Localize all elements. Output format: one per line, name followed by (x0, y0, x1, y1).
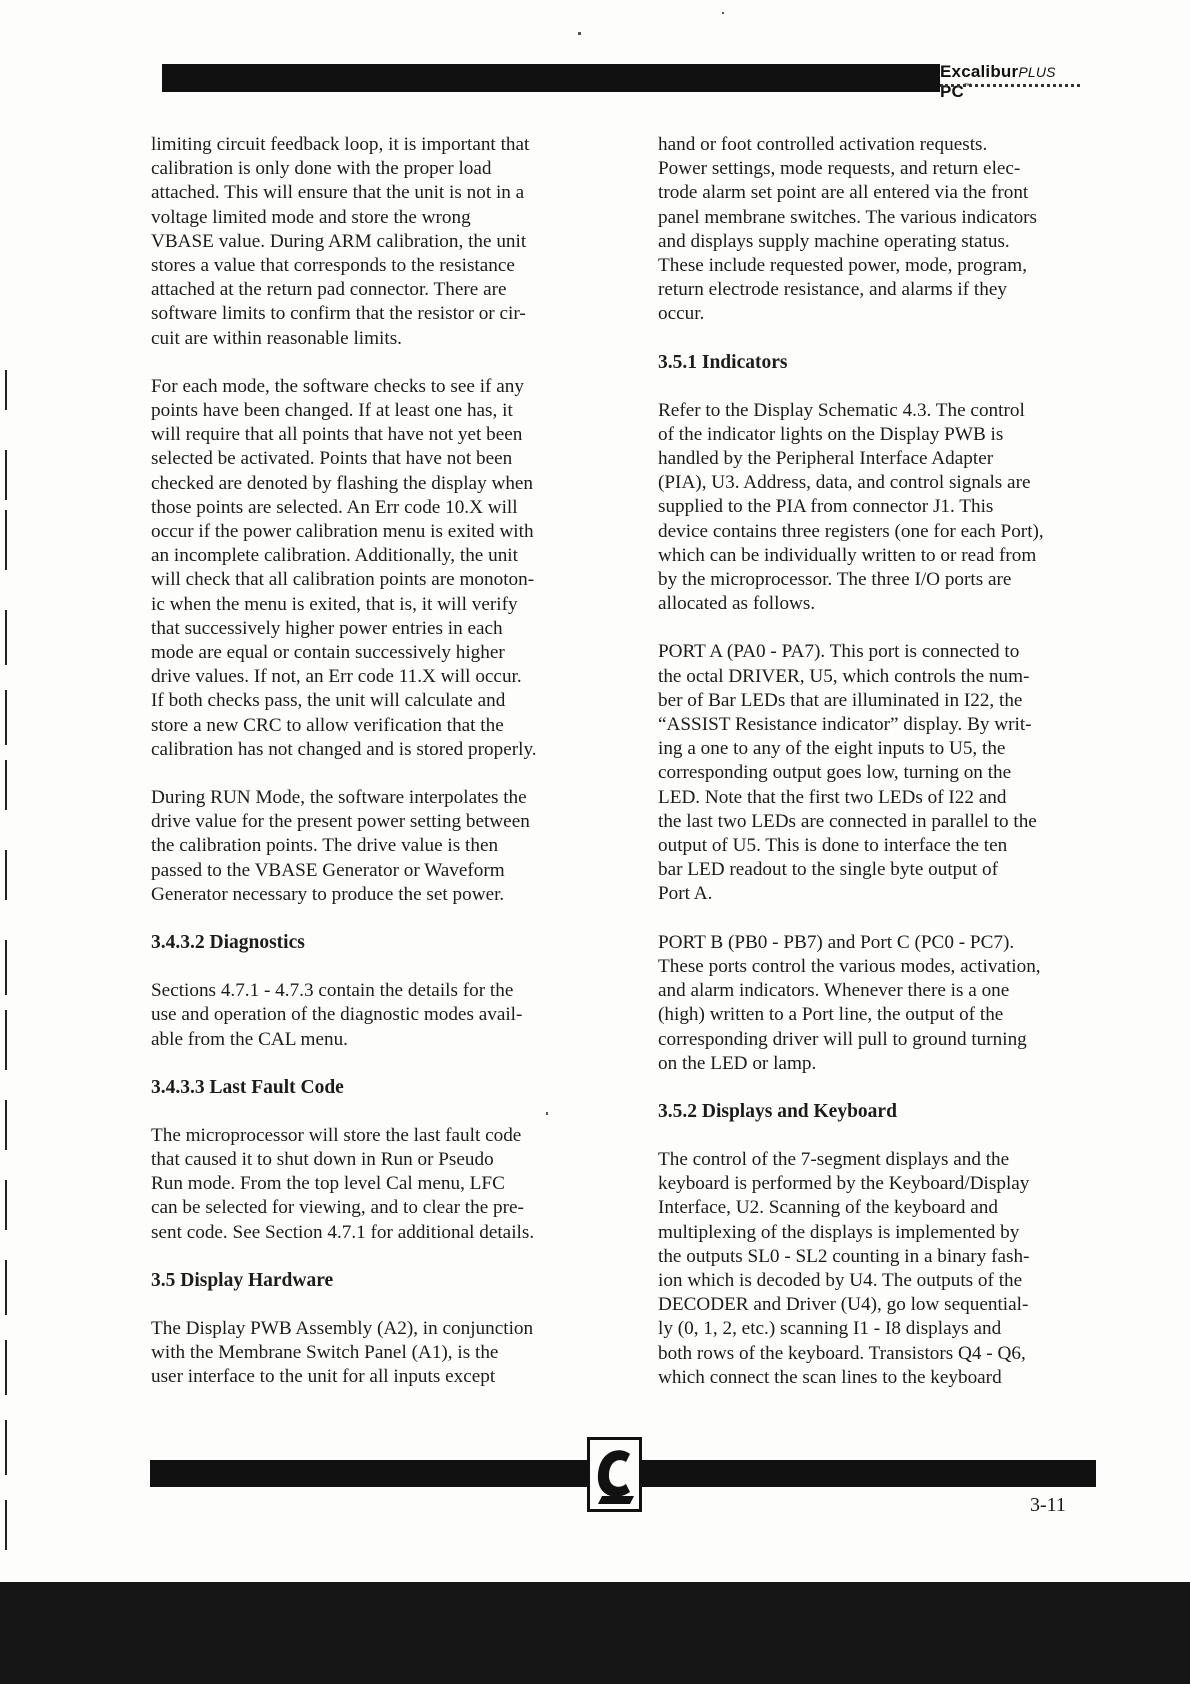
body-paragraph: During RUN Mode, the software interpolates the drive value for the present power setting between the calibration points. The drive value is then passed to the VBASE Generator or Waveform Generator necessary to produce the set power. (151, 787, 530, 905)
binding-mark (5, 370, 7, 410)
binding-mark (5, 760, 7, 810)
body-paragraph: The microprocessor will store the last fault code that caused it to shut down in Run or Pseudo Run mode. From the top level Cal menu, LFC can be selected for viewing, and to clear the pre- sent code. See Section 4.7.1 for additional details. (151, 1124, 535, 1243)
body-paragraph: hand or foot controlled activation requests. Power settings, mode requests, and return elec- trode alarm set point are all entered via the front panel membrane switches. The various indicators and displays supply machine operating status. These include requested power, mode, program, return electrode resistance, and alarms if they occur. (658, 134, 1038, 325)
binding-mark (5, 450, 7, 500)
binding-mark (5, 1180, 7, 1230)
section-heading: 3.4.3.3 Last Fault Code (151, 1076, 344, 1098)
brand-plus: PLUS (1018, 64, 1056, 80)
footer-bar-left (150, 1460, 587, 1487)
binding-mark (5, 690, 7, 745)
section-heading: 3.4.3.2 Diagnostics (151, 932, 305, 954)
binding-mark (5, 1010, 7, 1070)
body-paragraph: The Display PWB Assembly (A2), in conjunction with the Membrane Switch Panel (A1), is the user interface to the unit for all inputs except (151, 1317, 534, 1388)
body-paragraph: For each mode, the software checks to see if any points have been changed. If at least one has, it will require that all points that have not yet been selected be activated. Points that have not been checked are denoted by flashing the display when those points are selected. An Err code 10.X will occur if the power calibration menu is exited with an incomplete calibration. Additionally, the unit will check that all calibration points are monoton- ic when the menu is exited, that is, it will verify that successively higher power entries in each mode are equal or contain successively higher drive values. If not, an Err code 11.X will occur. If both checks pass, the unit will calculate and store a new CRC to allow verification that the calibration has not changed and is stored properly. (151, 375, 537, 760)
binding-mark (5, 1100, 7, 1150)
binding-mark (5, 1260, 7, 1315)
left-column (151, 133, 591, 1413)
brand-pc: PC (940, 82, 965, 101)
binding-mark (5, 610, 7, 665)
binding-mark (5, 850, 7, 900)
binding-mark (5, 1340, 7, 1395)
brand-underline (940, 84, 1080, 92)
body-paragraph: PORT B (PB0 - PB7) and Port C (PC0 - PC7). These ports control the various modes, activation, and alarm indicators. Whenever there is a one (high) written to a Port line, the output of the corresponding driver will pull to ground turning on the LED or lamp. (658, 931, 1041, 1074)
brand-logo (940, 62, 1090, 101)
body-paragraph: PORT A (PA0 - PA7). This port is connected to the octal DRIVER, U5, which controls the num- ber of Bar LEDs that are illuminated in I22, the “ASSIST Resistance indicator” display. By writ- ing a one to any of the eight inputs to U5, the corresponding output goes low, turning on the LED. Note that the first two LEDs of I22 and the last two LEDs are connected in parallel to the output of U5. This is done to interface the ten bar LED readout to the single byte output of Port A. (658, 641, 1037, 905)
footer-bar-right (642, 1460, 1096, 1487)
body-paragraph: Sections 4.7.1 - 4.7.3 contain the details for the use and operation of the diagnostic modes avail- able from the CAL menu. (151, 980, 523, 1050)
binding-mark (5, 510, 7, 570)
scan-speck (578, 32, 581, 35)
scan-bottom-band (0, 1582, 1190, 1684)
brand-tm: ™ (964, 82, 973, 91)
section-heading: 3.5.2 Displays and Keyboard (658, 1100, 897, 1122)
section-heading: 3.5 Display Hardware (151, 1269, 334, 1291)
brand-name: Excalibur (940, 62, 1019, 81)
header-bar (162, 64, 940, 92)
scan-speck (546, 1112, 548, 1115)
scan-speck (722, 12, 724, 14)
section-heading: 3.5.1 Indicators (658, 351, 788, 373)
body-paragraph: limiting circuit feedback loop, it is important that calibration is only done with the proper load attached. This will ensure that the unit is not in a voltage limited mode and store the wrong VBASE value. During ARM calibration, the unit stores a value that corresponds to the resistance attached at the return pad connector. There are software limits to confirm that the resistor or cir- cuit are within reasonable limits. (151, 134, 530, 349)
binding-mark (5, 1500, 7, 1550)
binding-mark (5, 1420, 7, 1475)
right-column (658, 133, 1098, 1414)
page-number: 3-11 (1030, 1494, 1066, 1516)
body-paragraph: The control of the 7-segment displays and the keyboard is performed by the Keyboard/Display Interface, U2. Scanning of the keyboard and multiplexing of the displays is implemented by the outputs SL0 - SL2 counting in a binary fash- ion which is decoded by U4. The outputs of the DECODER and Driver (U4), go low sequential- ly (0, 1, 2, etc.) scanning I1 - I8 displays and both rows of the keyboard. Transistors Q4 - Q6, which connect the scan lines to the keyboard (658, 1148, 1030, 1388)
binding-mark (5, 940, 7, 995)
c-logo-icon (587, 1437, 642, 1512)
body-paragraph: Refer to the Display Schematic 4.3. The control of the indicator lights on the Display PWB is handled by the Peripheral Interface Adapter (PIA), U3. Address, data, and control signals are supplied to the PIA from connector J1. This device contains three registers (one for each Port), which can be individually written to or read from by the microprocessor. The three I/O ports are allocated as follows. (658, 399, 1044, 615)
